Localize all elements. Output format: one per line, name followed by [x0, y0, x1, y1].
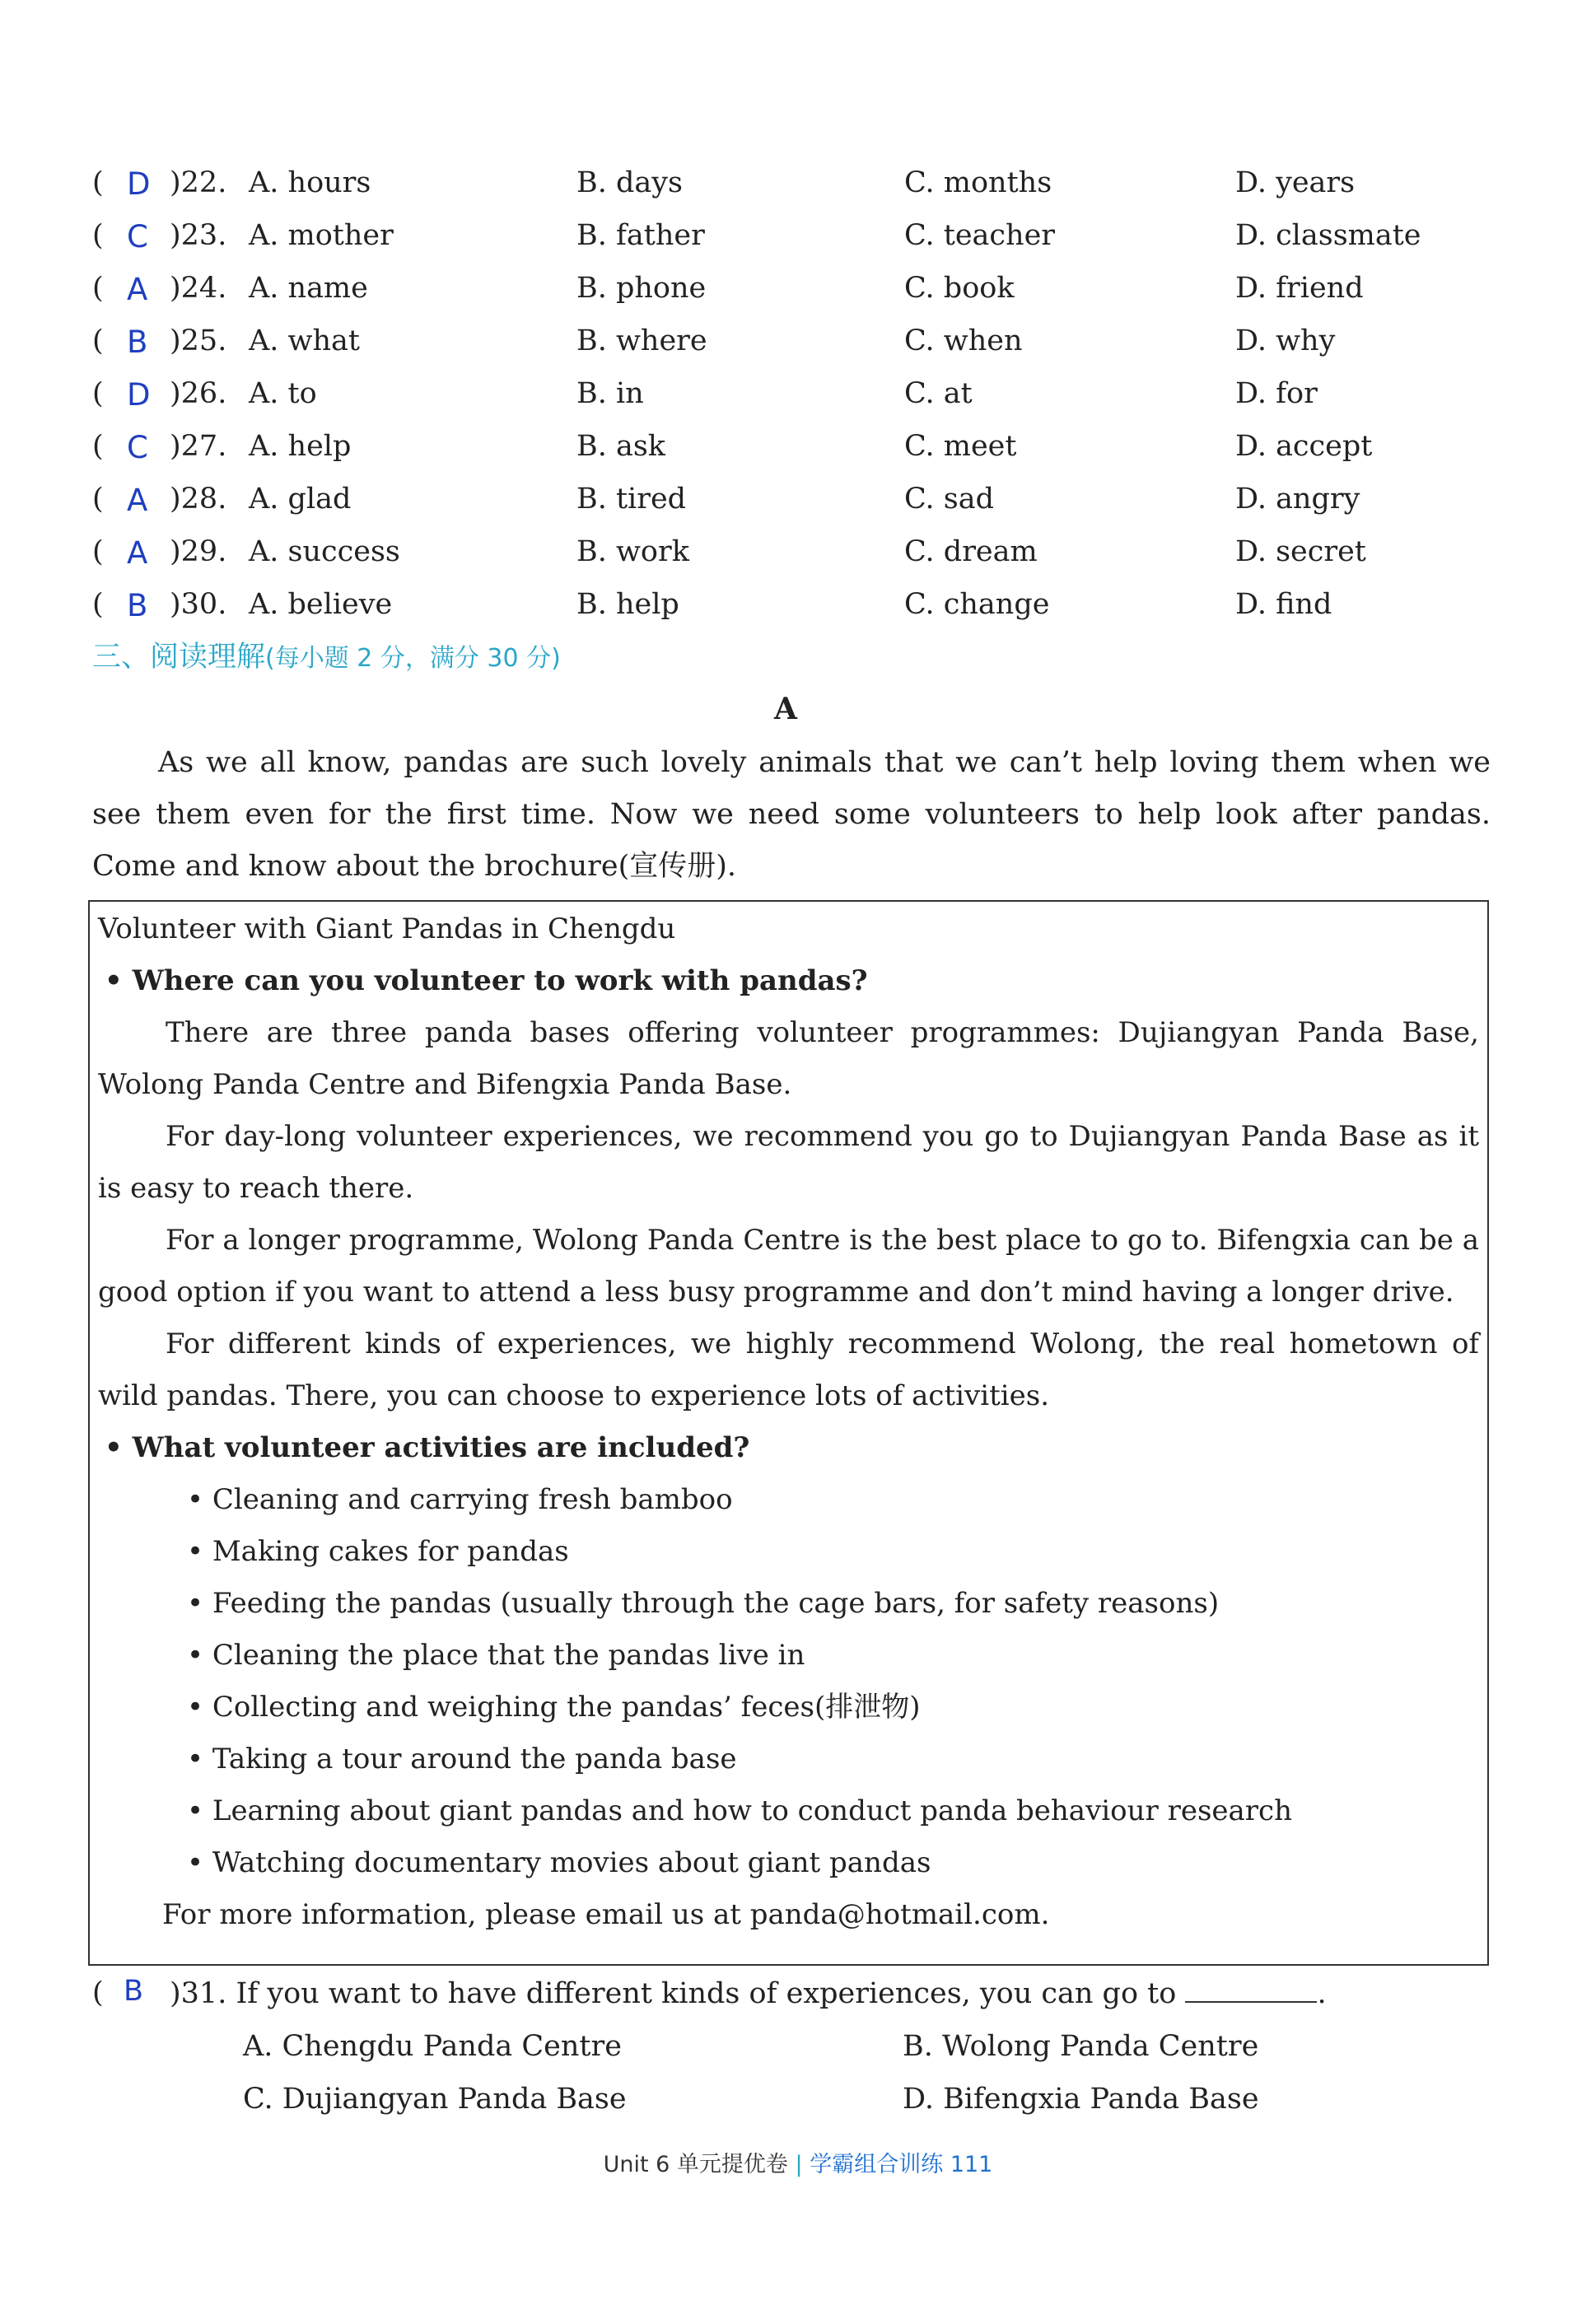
open-paren: (	[92, 430, 104, 463]
option-a: A. help	[249, 430, 352, 463]
option-b: B. father	[576, 219, 705, 252]
question-row	[0, 377, 1596, 423]
open-paren: (	[92, 219, 104, 252]
answer-letter: C	[127, 430, 148, 465]
option-c: C. at	[904, 377, 973, 410]
question-row	[0, 535, 1596, 581]
answer-letter: C	[127, 219, 148, 254]
brochure-paragraph-4: For different kinds of experiences, we highly recommend Wolong, the real hometown of wild pandas. There, you can choose to experience lots of activities.	[98, 1327, 1479, 1412]
answer-letter: D	[127, 377, 151, 413]
answer-letter: B	[124, 1975, 144, 2008]
number-text: 28	[180, 483, 218, 516]
question-row	[0, 272, 1596, 318]
option-a: A. hours	[249, 166, 371, 199]
footer-separator: |	[795, 2152, 803, 2177]
option-b: B. help	[576, 588, 679, 621]
answer-letter: A	[127, 483, 148, 518]
brochure-paragraph-2: For day-long volunteer experiences, we recommend you go to Dujiangyan Panda Base as it is easy to reach there.	[98, 1120, 1479, 1205]
question-stem: )31. If you want to have different kinds of experiences, you can go to .	[170, 1977, 1327, 2010]
stem-text: )31. If you want to have different kinds of experiences, you can go to	[170, 1977, 1177, 2010]
question-number: )27.	[170, 430, 227, 463]
footer-brand: 学霸组合训练	[810, 2152, 944, 2177]
option-b: B. Wolong Panda Centre	[903, 2030, 1259, 2063]
question-number: )28.	[170, 483, 227, 516]
answer-letter: D	[127, 166, 151, 202]
question-row	[0, 324, 1596, 371]
option-c: C. teacher	[904, 219, 1056, 252]
option-b: B. where	[576, 324, 707, 357]
open-paren: (	[92, 377, 104, 410]
option-c: C. Dujiangyan Panda Base	[243, 2083, 627, 2116]
option-c: C. when	[904, 324, 1023, 357]
question-row	[0, 483, 1596, 529]
list-item: • Watching documentary movies about giant pandas	[187, 1846, 931, 1879]
intro-paragraph: As we all know, pandas are such lovely animals that we can’t help loving them when we see them even for the first time. Now we need some volunteers to help look after pandas. Come and know about the brochure(宣传册).	[92, 746, 1491, 883]
open-paren: (	[92, 535, 104, 568]
question-number: )23.	[170, 219, 227, 252]
option-a: A. Chengdu Panda Centre	[243, 2030, 622, 2063]
open-paren: (	[92, 166, 104, 199]
option-c: C. change	[904, 588, 1050, 621]
brochure-question-2: • What volunteer activities are included?	[105, 1431, 750, 1464]
question-row	[0, 166, 1596, 212]
list-item: • Collecting and weighing the pandas’ feces(排泄物)	[187, 1691, 921, 1724]
option-c: C. meet	[904, 430, 1017, 463]
option-b: B. phone	[576, 272, 707, 305]
option-d: D. secret	[1235, 535, 1366, 568]
question-row	[0, 430, 1596, 476]
question-number: )29.	[170, 535, 227, 568]
number-text: 24	[180, 272, 218, 305]
option-d: D. years	[1235, 166, 1356, 199]
open-paren: (	[92, 588, 104, 621]
number-text: 23	[180, 219, 218, 252]
number-text: 27	[180, 430, 218, 463]
question-row	[0, 219, 1596, 265]
contact-line: For more information, please email us at panda@hotmail.com.	[162, 1898, 1050, 1931]
section-heading	[92, 634, 561, 675]
option-b: B. days	[576, 166, 683, 199]
brochure-paragraph-3: For a longer programme, Wolong Panda Centre is the best place to go to. Bifengxia can be a good option if you want to attend a less busy programme and don’t mind having a longer drive.	[98, 1224, 1479, 1309]
option-c: C. dream	[904, 535, 1038, 568]
option-a: A. mother	[249, 219, 394, 252]
answer-blank	[1185, 1976, 1317, 2003]
list-item: • Feeding the pandas (usually through the cage bars, for safety reasons)	[187, 1587, 1220, 1620]
question-row	[0, 588, 1596, 634]
option-c: C. book	[904, 272, 1015, 305]
brochure-question-1: • Where can you volunteer to work with pandas?	[105, 964, 868, 997]
question-number: )22.	[170, 166, 227, 199]
option-b: B. in	[576, 377, 644, 410]
option-b: B. ask	[576, 430, 666, 463]
brochure-box	[88, 900, 1489, 1966]
option-a: A. success	[249, 535, 400, 568]
option-b: B. work	[576, 535, 689, 568]
open-paren: (	[92, 483, 104, 516]
number-text: 26	[180, 377, 218, 410]
option-a: A. name	[249, 272, 368, 305]
option-d: D. for	[1235, 377, 1318, 410]
answer-letter: B	[127, 588, 148, 623]
number-text: 25	[180, 324, 218, 357]
open-paren: (	[92, 272, 104, 305]
brochure-title: Volunteer with Giant Pandas in Chengdu	[98, 912, 676, 945]
option-d: D. Bifengxia Panda Base	[903, 2083, 1259, 2116]
option-a: A. to	[249, 377, 317, 410]
option-a: A. glad	[249, 483, 352, 516]
open-paren: (	[92, 1976, 104, 2009]
question-number: )24.	[170, 272, 227, 305]
list-item: • Learning about giant pandas and how to conduct panda behaviour research	[187, 1794, 1292, 1827]
section-title: 三、阅读理解	[92, 641, 266, 674]
number-text: 29	[180, 535, 218, 568]
option-d: D. friend	[1235, 272, 1364, 305]
footer-unit: Unit 6 单元提优卷	[603, 2152, 788, 2177]
brochure-paragraph-1: There are three panda bases offering volunteer programmes: Dujiangyan Panda Base, Wolong Panda Centre and Bifengxia Panda Base.	[98, 1016, 1479, 1101]
section-note: (每小题 2 分，满分 30 分)	[265, 644, 561, 673]
list-item: • Cleaning and carrying fresh bamboo	[187, 1483, 733, 1516]
page-number: 111	[950, 2152, 993, 2177]
answer-letter: A	[127, 272, 148, 307]
answer-letter: B	[127, 324, 148, 360]
number-text: 30	[180, 588, 218, 621]
open-paren: (	[92, 324, 104, 357]
option-d: D. find	[1235, 588, 1332, 621]
option-d: D. accept	[1235, 430, 1373, 463]
list-item: • Cleaning the place that the pandas live in	[187, 1639, 805, 1672]
option-d: D. angry	[1235, 483, 1360, 516]
question-number: )25.	[170, 324, 227, 357]
number-text: 22	[180, 166, 218, 199]
option-c: C. months	[904, 166, 1052, 199]
answer-letter: A	[127, 535, 148, 571]
option-a: A. what	[249, 324, 360, 357]
option-a: A. believe	[249, 588, 393, 621]
option-c: C. sad	[904, 483, 995, 516]
option-b: B. tired	[576, 483, 687, 516]
list-item: • Making cakes for pandas	[187, 1535, 569, 1568]
option-d: D. classmate	[1235, 219, 1421, 252]
passage-label: A	[774, 692, 797, 726]
question-number: )26.	[170, 377, 227, 410]
option-d: D. why	[1235, 324, 1336, 357]
list-item: • Taking a tour around the panda base	[187, 1743, 737, 1775]
question-number: )30.	[170, 588, 227, 621]
page-footer	[0, 2146, 1596, 2178]
